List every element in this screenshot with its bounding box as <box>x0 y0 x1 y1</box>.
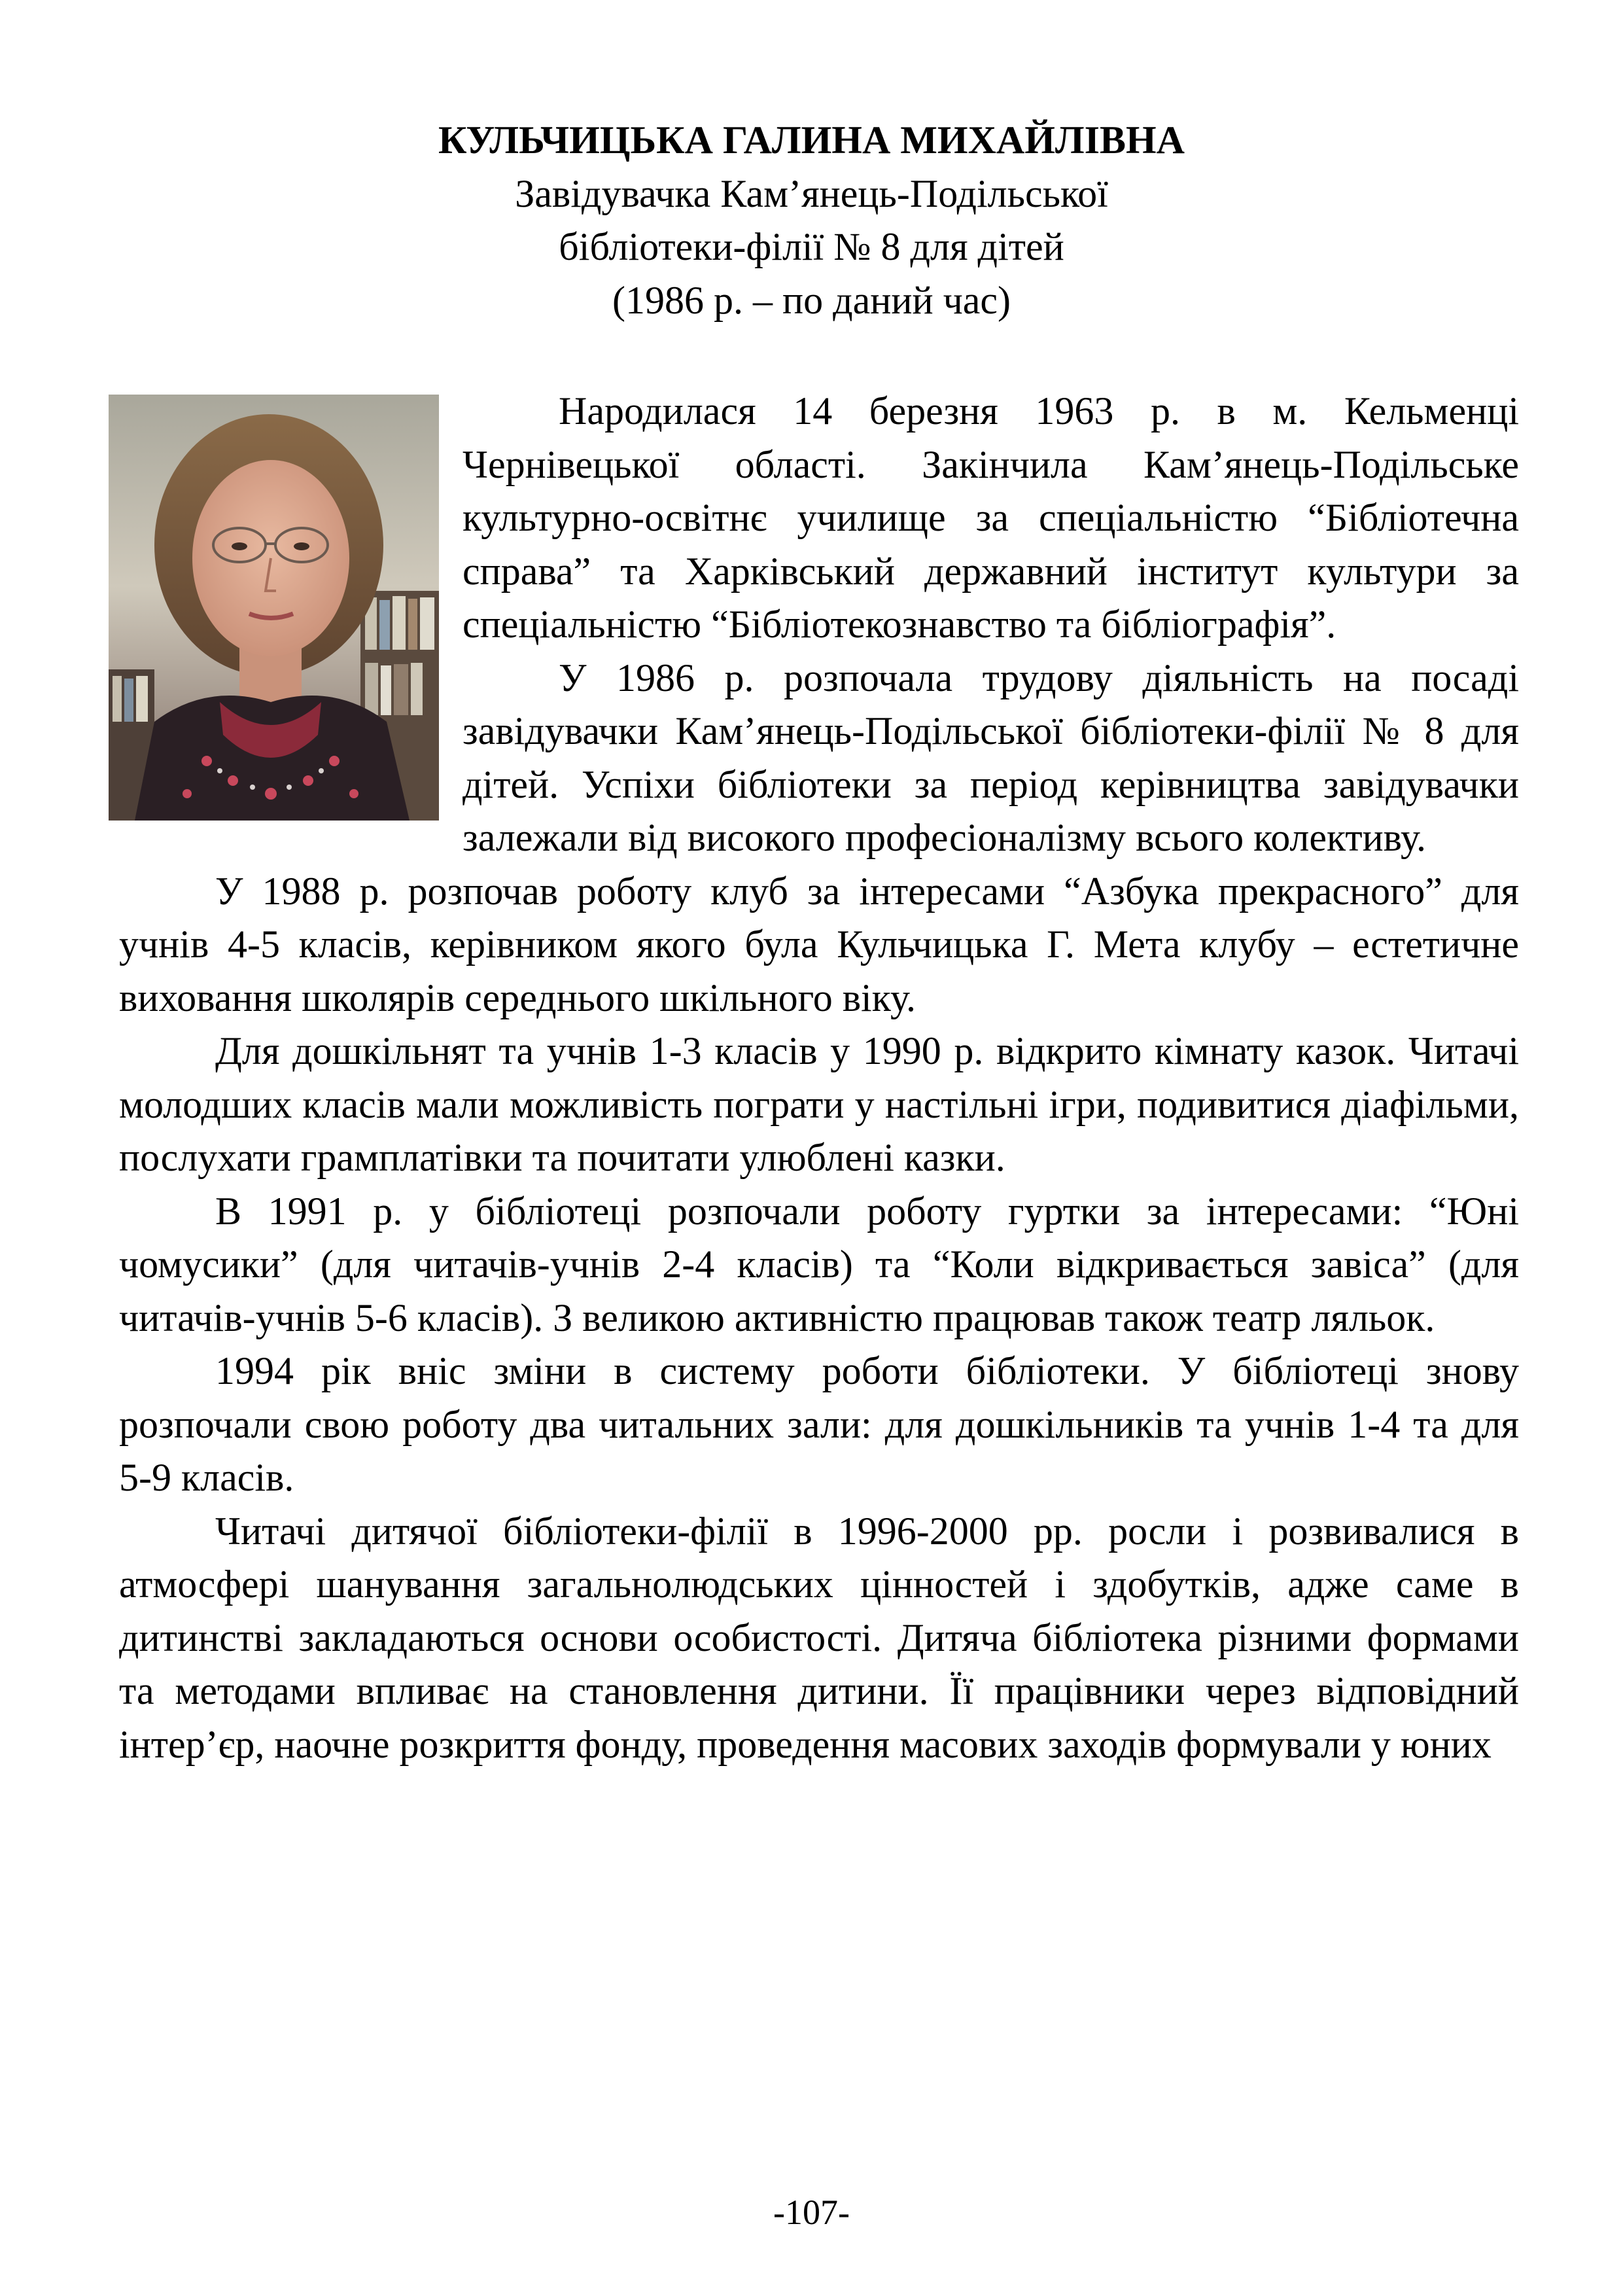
photo-spacer <box>119 385 462 862</box>
paragraph-7: Читачі дитячої бібліотеки-філії в 1996-2000 рр. росли і розвивалися в атмосфері шанування загальнолюдських цінностей і здобутків, адже саме в дитинстві закладаються основи особистості. Дитяча бібліотека різними формами та методами впливає на становлення дитини. Її працівники через відповідний інтер’єр, наочне розкриття фонду, проведення масових заходів формували у юних <box>119 1509 1519 1766</box>
paragraph-6: 1994 рік вніс зміни в систему роботи бібліотеки. У бібліотеці знову розпочали свою роботу два читальних зали: для дошкільників та учнів 1-4 та для 5-9 класів. <box>119 1349 1519 1499</box>
paragraph-5: В 1991 р. у бібліотеці розпочали роботу гуртки за інтересами: “Юні чомусики” (для читачів-учнів 2-4 класів) та “Коли відкривається завіса” (для читачів-учнів 5-6 класів). З великою активністю працював також театр ляльок. <box>119 1189 1519 1339</box>
paragraph-3: У 1988 р. розпочав роботу клуб за інтересами “Азбука прекрасного” для учнів 4-5 класів, керівником якого була Кульчицька Г. Мета клубу – естетичне виховання школярів середнього шкільного віку. <box>119 869 1519 1019</box>
subtitle-line-2: бібліотеки-філії № 8 для дітей <box>559 225 1064 268</box>
paragraph-4: Для дошкільнят та учнів 1-3 класів у 1990 р. відкрито кімнату казок. Читачі молодших класів мали можливість пограти у настільні ігри, подивитися діафільми, послухати грамплатівки та почитати улюблені казки. <box>119 1029 1519 1179</box>
biography-text <box>119 385 1519 1771</box>
subtitle-line-3: (1986 р. – по даний час) <box>612 279 1011 322</box>
subtitle-line-1: Завідувачка Кам’янець-Подільської <box>515 172 1108 215</box>
page-title: КУЛЬЧИЦЬКА ГАЛИНА МИХАЙЛІВНА <box>438 118 1185 162</box>
paragraph-2: У 1986 р. розпочала трудову діяльність на посаді завідувачки Кам’янець-Подільської бібліотеки-філії № 8 для дітей. Успіхи бібліотеки за період керівництва завідувачки залежали від високого професіоналізму всього колективу. <box>462 656 1519 859</box>
paragraph-1: Народилася 14 березня 1963 р. в м. Кельменці Чернівецької області. Закінчила Кам’янець-Подільське культурно-освітнє училище за спеціальністю “Бібліотечна справа” та Харківський державний інститут культури за спеціальністю “Бібліотекознавство та бібліографія”. <box>462 389 1519 646</box>
page-number: -107- <box>773 2193 850 2232</box>
